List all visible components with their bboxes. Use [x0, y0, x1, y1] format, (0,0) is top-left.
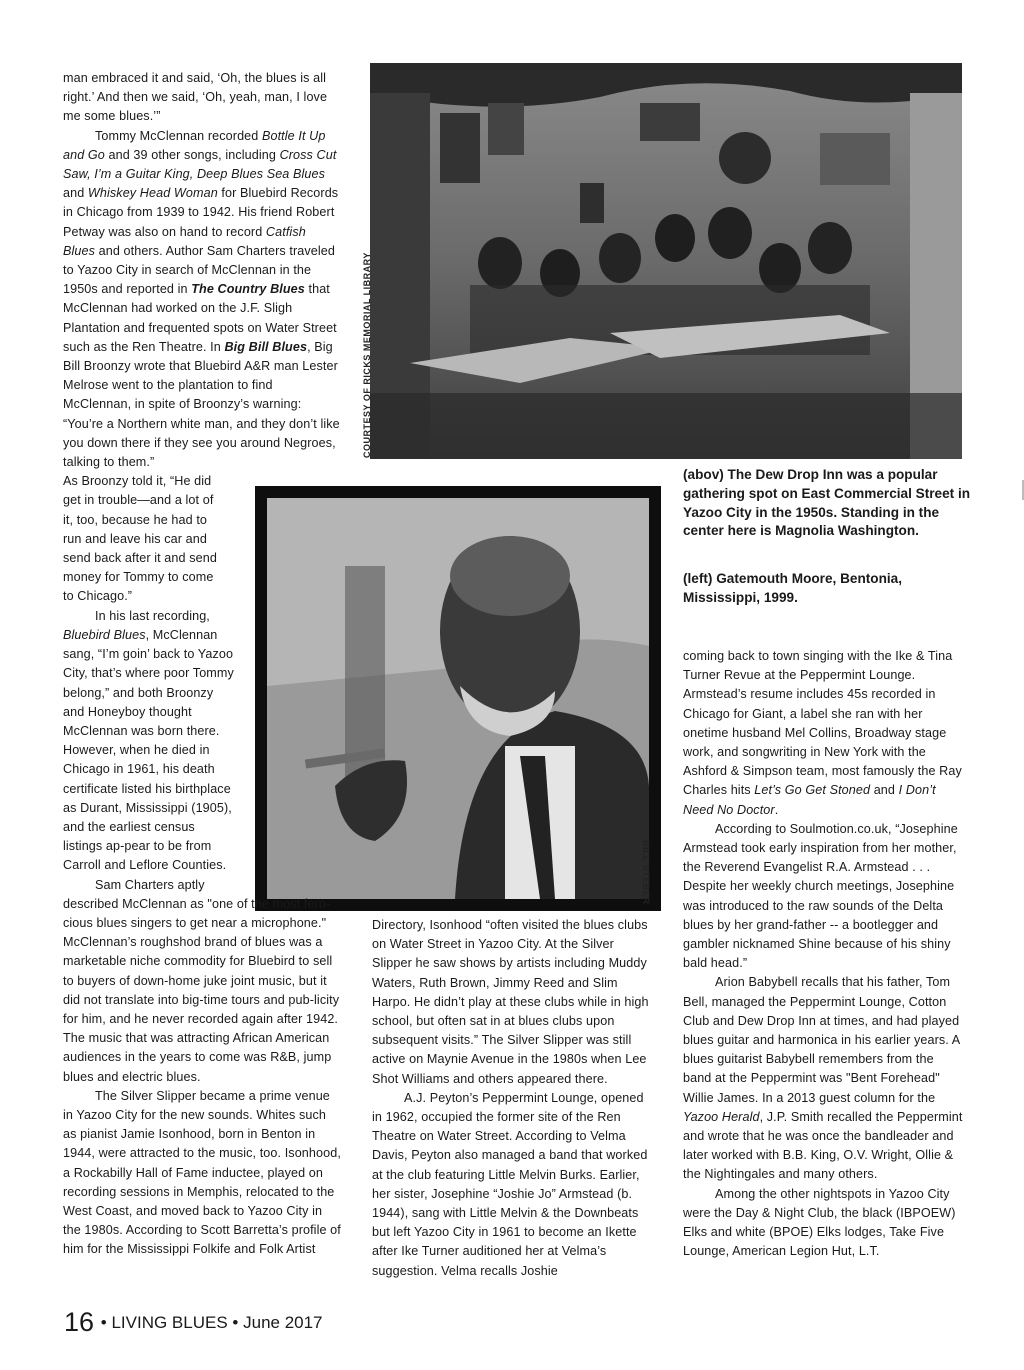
- paragraph: coming back to town singing with the Ike & Tina Turner Revue at the Peppermint Lounge. Armstead’s resume includes 45s recorded in Chicago for Giant, a label she ran with her onetime husband Mel Collins, Broadway stage work, and songwriting in New York with the Ashford & Simpson team, most famously the Ray Charles hits Let’s Go Get Stoned and I Don’t Need No Doctor.: [683, 649, 962, 817]
- paragraph: described McClennan as "one of the most fero-cious blues singers to get near a microphone." McClennan’s roughshod brand of blues was a marketable niche commodity for Bluebird to sell to buyers of down-home juke joint music, but it did not translate into big-time tours and pub-licity for him, and he never recorded again after 1942. The music that was attracting African American audiences in the years to come was R&B, jump blues and electric blues.: [63, 896, 340, 1084]
- top-photo-credit: COURTESY OF RICKS MEMORIAL LIBRARY: [362, 252, 372, 458]
- paragraph: Among the other nightspots in Yazoo City were the Day & Night Club, the black (IBPOEW) Elks and white (BPOE) Elks lodges, Take Five Lounge, American Legion Hut, L.T.: [683, 1186, 956, 1259]
- footer-separator: •: [232, 1313, 239, 1332]
- footer-separator: •: [100, 1313, 107, 1332]
- caption-left: (left) Gatemouth Moore, Bentonia, Mississippi, 1999.: [683, 571, 903, 605]
- dew-drop-inn-photo: [370, 63, 962, 459]
- column-3: [683, 647, 964, 1262]
- paragraph: In his last recording, Bluebird Blues, McClennan sang, “I’m goin’ back to Yazoo City, that’s where poor Tommy belong,” and both Broonzy and Honeyboy thought McClennan was born there. However, when he died in Chicago in 1961, his death certificate listed his birthplace as Durant, Mississippi (1905), and the earliest census listings ap-pear to be from Carroll and Leflore Counties.: [63, 608, 234, 873]
- column-2: [372, 916, 652, 1281]
- page-footer: [64, 1307, 323, 1338]
- paragraph: According to Soulmotion.co.uk, “Josephine Armstead took early inspiration from her mother, the Reverend Evangelist R.A. Armstead . . . Despite her weekly church meetings, Josephine was introduced to the raw sounds of the Delta blues by her grand-father -- a bootlegger and gambler nicknamed Shine because of his shiny bald head.”: [683, 821, 958, 971]
- paragraph: Sam Charters aptly: [95, 877, 205, 892]
- paragraph: Tommy McClennan recorded Bottle It Up and Go and 39 other songs, including Cross Cut Saw, I’m a Guitar King, Deep Blues Sea Blues and Whiskey Head Woman for Bluebird Records in Chicago from 1939 to 1942. His friend Robert Petway was also on hand to record Catfish Blues and others. Author Sam Charters traveled to Yazoo City in search of McClennan in the 1950s and reported in The Country Blues that McClennan had worked on the J.F. Sligh Plantation and frequented spots on Water Street such as the Ren Theatre. In Big Bill Blues, Big Bill Broonzy wrote that Bluebird A&R man Lester Melrose went to the plantation to find McClennan, in spite of Broonzy’s warning: “You’re a Northern white man, and they don’t like you down there if they see you around Negroes, talking to them.”: [63, 128, 340, 470]
- paragraph: As Broonzy told it, “He did get in trouble—and a lot of it, too, because he had to run and leave his car and send back after it and send money for Tommy to come to Chicago.”: [63, 474, 217, 604]
- caption-above: (abov) The Dew Drop Inn was a popular gathering spot on East Commercial Street in Yazoo City in the 1950s. Standing in the center here is Magnolia Washington.: [683, 467, 971, 539]
- paragraph: A.J. Peyton’s Peppermint Lounge, opened in 1962, occupied the former site of the Ren Theatre on Water Street. According to Velma Davis, Peyton also managed a band that worked at the club featuring Little Melvin Burks. Earlier, her sister, Josephine “Joshie Jo” Armstead (b. 1944), sang with Little Melvin & the Downbeats but left Yazoo City in 1961 to become an Ikette after Ike Turner auditioned her at Velma’s suggestion. Velma recalls Joshie: [372, 1090, 648, 1278]
- issue-date: June 2017: [243, 1313, 323, 1332]
- dew-drop-inn-image: [370, 63, 962, 459]
- paragraph: The Silver Slipper became a prime venue in Yazoo City for the new sounds. Whites such as pianist Jamie Isonhood, born in Benton in 1944, were attracted to the music, too. Isonhood, a Rockabilly Hall of Fame inductee, played on recording sessions in Memphis, relocated to the West Coast, and moved back to Yazoo City in the 1980s. According to Scott Barretta’s profile of him for the Mississippi Folkife and Folk Artist: [63, 1088, 341, 1257]
- column-1: [63, 69, 341, 1260]
- paragraph: Arion Babybell recalls that his father, Tom Bell, managed the Peppermint Lounge, Cotton Club and Dew Drop Inn at times, and had played blues guitar and harmonica in his earlier years. A blues guitarist Babybell remembers from the band at the Peppermint was "Bent Forehead" Willie James. In a 2013 guest column for the Yazoo Herald, J.P. Smith recalled the Peppermint and wrote that he was once the bandleader and later worked with B.B. King, O.V. Wright, Ollie & the Nightingales and many others.: [683, 975, 963, 1182]
- page-number: 16: [64, 1307, 95, 1337]
- paragraph: Directory, Isonhood “often visited the blues clubs on Water Street in Yazoo City. At the Silver Slipper he saw shows by artists including Muddy Waters, Ruth Brown, Jimmy Reed and Slim Harpo. He didn’t play at these clubs while in high school, but often sat in at blues clubs upon subsequent visits.” The Silver Slipper was still active on Maynie Avenue in the 1980s when Lee Shot Williams and others appeared there.: [372, 918, 649, 1086]
- mid-photo-credit: BILL STEBER: [641, 840, 651, 905]
- magazine-name: LIVING BLUES: [111, 1313, 228, 1332]
- paragraph: man embraced it and said, ‘Oh, the blues is all right.’ And then we said, ‘Oh, yeah, man, I love me some blues.’”: [63, 71, 328, 124]
